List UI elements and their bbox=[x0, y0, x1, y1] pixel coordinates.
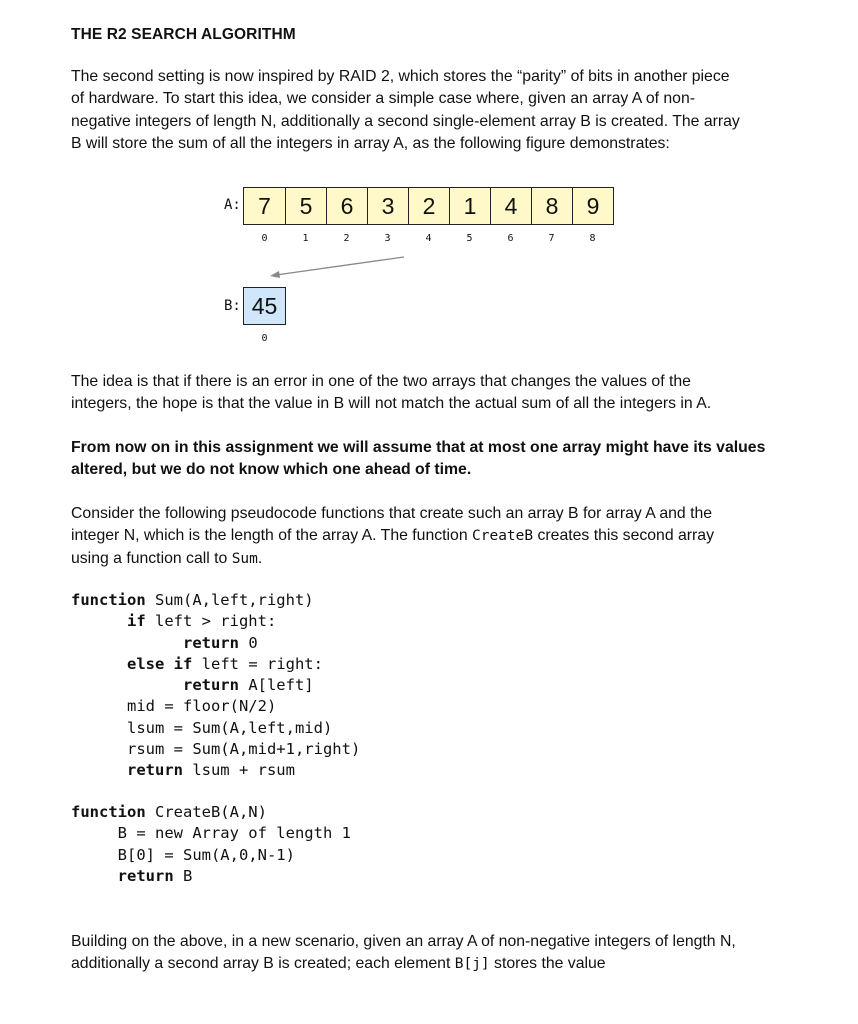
array-cell: 1 bbox=[449, 188, 490, 224]
array-index: 2 bbox=[343, 233, 350, 244]
array-cell: 5 bbox=[285, 188, 326, 224]
idea-line: integers, the hope is that the value in B will not match the actual sum of all the integers in A. bbox=[71, 395, 712, 413]
array-index: 0 bbox=[261, 333, 268, 344]
code-line: B[0] = Sum(A,0,N-1) bbox=[71, 845, 295, 864]
consider-paragraph bbox=[71, 503, 811, 570]
code-line: else if left = right: bbox=[71, 654, 323, 673]
section-title: THE R2 SEARCH ALGORITHM bbox=[71, 26, 296, 43]
inline-code: B[j] bbox=[454, 956, 490, 973]
intro-line: of hardware. To start this idea, we consider a simple case where, given an array A of non- bbox=[71, 90, 696, 108]
sum-function-code bbox=[71, 590, 360, 782]
code-line: rsum = Sum(A,mid+1,right) bbox=[71, 740, 361, 759]
closing-line: Building on the above, in a new scenario, given an array A of non-negative integers of length N, bbox=[71, 933, 736, 950]
assumption-line: altered, but we do not know which one ahead of time. bbox=[71, 461, 472, 479]
idea-paragraph bbox=[71, 371, 811, 416]
consider-line: integer N, which is the length of the array A. The function CreateB creates this second array bbox=[71, 527, 714, 545]
array-index: 8 bbox=[589, 233, 596, 244]
array-index: 1 bbox=[302, 233, 309, 244]
arrow-line bbox=[276, 257, 404, 275]
closing-paragraph bbox=[71, 931, 811, 976]
array-index: 0 bbox=[261, 233, 268, 244]
sum-arrow bbox=[0, 0, 858, 300]
code-line: if left > right: bbox=[71, 612, 277, 631]
array-index: 4 bbox=[425, 233, 432, 244]
array-cell: 7 bbox=[244, 188, 285, 224]
array-cell: 4 bbox=[490, 188, 531, 224]
closing-line: additionally a second array B is created; each element B[j] stores the value bbox=[71, 955, 606, 973]
code-line: lsum = Sum(A,left,mid) bbox=[71, 718, 333, 737]
arrow-head bbox=[270, 271, 280, 278]
array-b bbox=[243, 287, 286, 325]
array-cell: 9 bbox=[572, 188, 613, 224]
code-line: B = new Array of length 1 bbox=[71, 824, 351, 843]
createb-function-code bbox=[71, 802, 351, 887]
intro-line: negative integers of length N, additionally a second single-element array B is created. The array bbox=[71, 112, 740, 130]
array-a-label: A: bbox=[224, 197, 241, 213]
inline-code: CreateB bbox=[472, 528, 534, 545]
array-index: 7 bbox=[548, 233, 555, 244]
code-line: return lsum + rsum bbox=[71, 761, 295, 780]
array-index: 6 bbox=[507, 233, 514, 244]
code-line: return B bbox=[71, 866, 193, 885]
code-line: return 0 bbox=[71, 633, 258, 652]
assumption-line: From now on in this assignment we will assume that at most one array might have its values bbox=[71, 439, 766, 456]
array-cell: 8 bbox=[531, 188, 572, 224]
array-cell: 2 bbox=[408, 188, 449, 224]
inline-code: Sum bbox=[231, 550, 258, 567]
code-line: mid = floor(N/2) bbox=[71, 697, 277, 716]
code-line: function CreateB(A,N) bbox=[71, 803, 267, 821]
array-cell: 6 bbox=[326, 188, 367, 224]
array-cell: 3 bbox=[367, 188, 408, 224]
assumption-paragraph bbox=[71, 437, 811, 482]
intro-line: B will store the sum of all the integers in array A, as the following figure demonstrates: bbox=[71, 134, 670, 152]
array-index: 5 bbox=[466, 233, 473, 244]
array-cell: 45 bbox=[244, 288, 285, 324]
intro-line: The second setting is now inspired by RAID 2, which stores the “parity” of bits in another piece bbox=[71, 68, 730, 85]
consider-line: using a function call to Sum. bbox=[71, 549, 263, 567]
array-index: 3 bbox=[384, 233, 391, 244]
code-line: function Sum(A,left,right) bbox=[71, 591, 314, 609]
array-b-label: B: bbox=[224, 298, 241, 314]
code-line: return A[left] bbox=[71, 676, 314, 695]
consider-line: Consider the following pseudocode functions that create such an array B for array A and the bbox=[71, 505, 713, 522]
idea-line: The idea is that if there is an error in one of the two arrays that changes the values of the bbox=[71, 373, 691, 390]
